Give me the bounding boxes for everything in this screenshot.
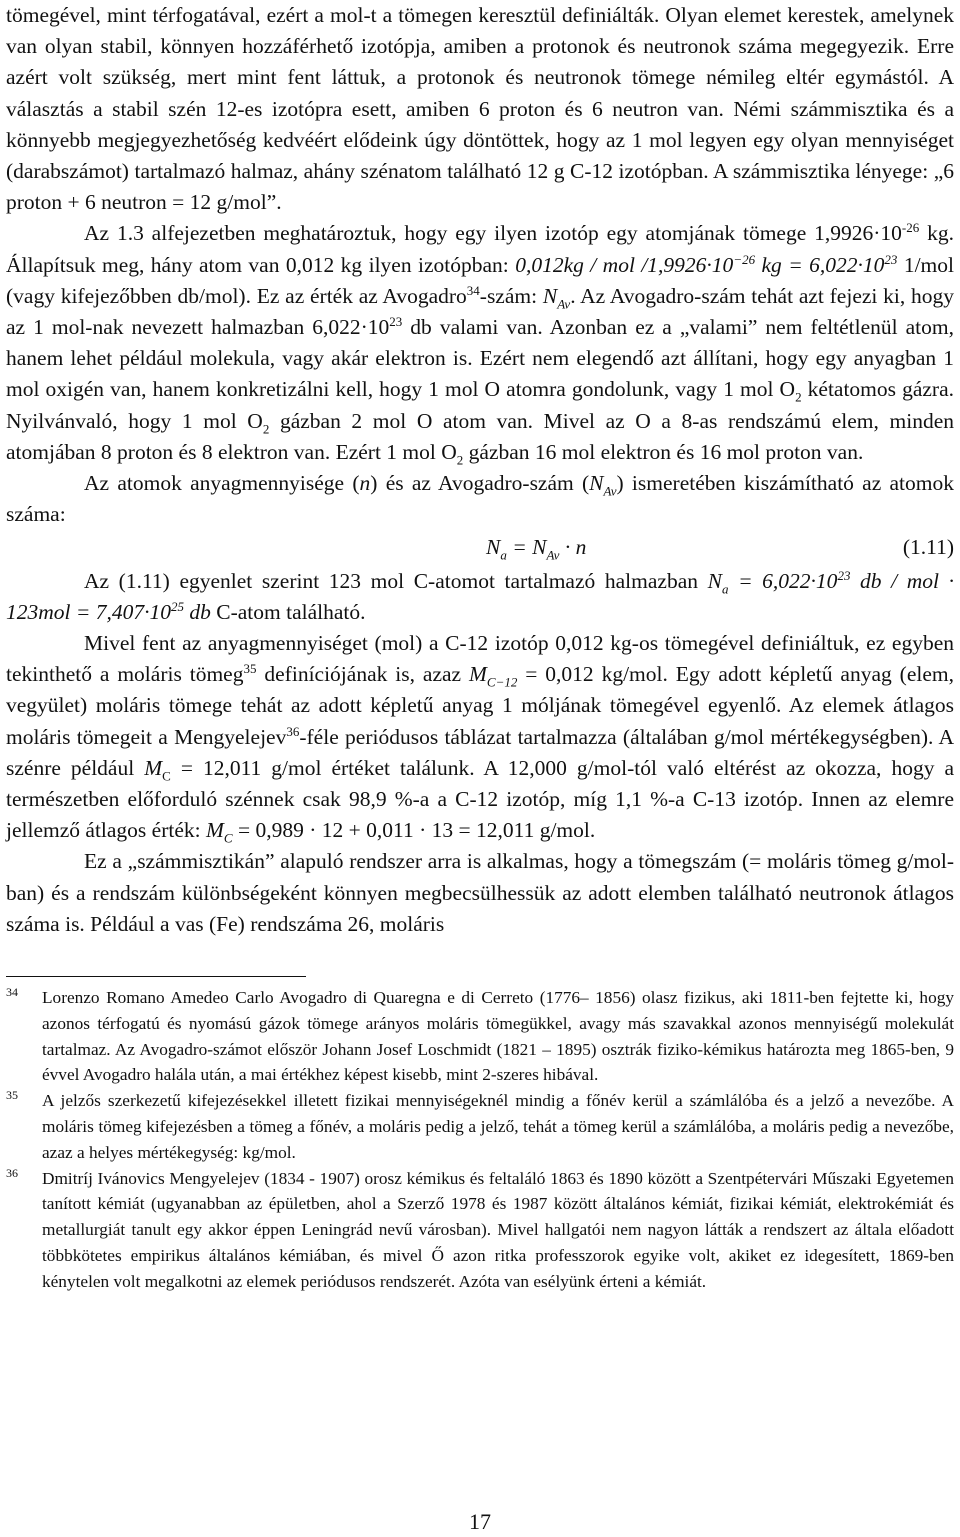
superscript: 23	[884, 251, 898, 267]
formula-part: = 6,022·10	[728, 568, 838, 593]
text-run: ) és az Avogadro-szám (	[370, 471, 590, 496]
text-run: 1/mol (vagy kifejezőbben db/mol). Ez az érték az Avogadro	[6, 252, 954, 308]
text-run: C-atom található.	[210, 599, 366, 624]
formula-part: = N	[506, 535, 547, 560]
text-run: = 0,989 · 12 + 0,011 · 13 = 12,011 g/mol.	[232, 818, 596, 843]
footnote-separator	[6, 976, 306, 977]
text-run: gázban 16 mol elektron és 16 mol proton van.	[463, 439, 864, 464]
paragraph-example-123mol	[6, 566, 954, 628]
paragraph-avogadro-number	[6, 218, 954, 468]
formula-part: · n	[559, 535, 587, 560]
footnote-ref-34[interactable]: 34	[466, 282, 480, 298]
formula-part: kg = 6,022·10	[755, 252, 885, 277]
symbol-n: n	[359, 471, 371, 496]
footnote-number-label: 35	[6, 1088, 18, 1103]
subscript: Av	[546, 547, 560, 563]
superscript: 23	[389, 313, 403, 329]
subscript: C	[162, 768, 171, 784]
superscript: 23	[837, 567, 851, 583]
text-run: Az atomok anyagmennyisége (	[84, 471, 360, 496]
page-number: 17	[469, 1509, 491, 1534]
footnote-34	[6, 985, 954, 1088]
footnote-text: Dmitríj Ivánovics Mengyelejev (1834 - 1907) orosz kémikus és feltaláló 1863 és 1890 között a Szentpétervári Műszaki Egyetemen tanított kémiát (ugyanabban az épületben, ahol a Szerző 1978 és 1987 között általános kémiát, fizikai kémiát, elektrokémiát és metallurgiát tanult egy akkor éppen Leningrád nevű városban). Mivel hallgatói nem nagyon látták a rendszert az általa előadott többkötetes empirikus általános kémiában, és mivel Ő azon ritka professzorok egyike volt, akiket ez idegesített, 1869-ben kénytelen volt megalkotni az elemek periódusos rendszerét. Azóta van esélyünk érteni a kémiát.	[42, 1168, 954, 1291]
text-run: Az 1.3 alfejezetben meghatároztuk, hogy egy ilyen izotóp egy atomjának tömege 1,9926·10	[84, 221, 902, 246]
footnote-ref-35[interactable]: 35	[243, 661, 257, 677]
subscript: Av	[603, 483, 617, 499]
equation-number: (1.11)	[902, 535, 954, 560]
footnote-ref-36[interactable]: 36	[286, 723, 300, 739]
text-run: . Az Avogadro-szám tehát azt fejezi ki, hogy az 1 mol-nak nevezett halmazban 6,022·10	[6, 283, 954, 340]
text-run: -féle periódusos táblázat tartalmazza (általában g/mol mértékegységben). A szénre például	[6, 724, 955, 780]
subscript: 2	[795, 389, 802, 405]
symbol-N: N	[589, 471, 604, 496]
paragraph-mol-definition: tömegével, mint térfogatával, ezért a mol-t a tömegen keresztül definiálták. Olyan elemet kerestek, amelynek van olyan stabil, könnyen hozzáférhető izotópja, amiben a protonok és neutronok száma megegyezik. Erre azért volt szükség, mert mint fent láttuk, a protonok és neutronok tömege némileg eltér egymástól. A választás a stabil szén 12-es izotópra esett, amiben 6 proton és 6 neutron van. Némi számmisztika és a könnyebb megjegyezhetőség kedvéért elődeink úgy döntöttek, hogy az 1 mol legyen egy olyan mennyiséget (darabszámot) tartalmazó halmaz, ahány szénatom található 12 g C-12 izotópban. A számmisztika lényege: „6 proton + 6 neutron = 12 g/mol”.	[6, 3, 954, 215]
superscript: -26	[901, 220, 920, 236]
text-run: Az (1.11) egyenlet szerint 123 mol C-atomot tartalmazó halmazban	[84, 568, 708, 593]
text-run: db valami van. Azonban ez a „valami” nem feltétlenül atom, hanem lehet például molekula, vagy akár elektron is. Ezért nem elegendő azt állítani, hogy egy anyagban 1 mol oxigén van, hanem konkretizálni kell, hogy 1 mol O atomra gondolunk, vagy 1 mol O	[6, 315, 954, 402]
subscript: a	[721, 580, 729, 596]
footnote-number	[6, 1088, 42, 1165]
symbol-M: M	[144, 755, 163, 780]
text-run: definíciójának is, azaz	[256, 662, 469, 687]
subscript: a	[500, 547, 507, 563]
text-run: kg. Állapítsuk meg, hány atom van 0,012 kg ilyen izotópban:	[6, 221, 954, 277]
text-run: kétatomos gázra. Nyilvánvaló, hogy 1 mol O	[6, 377, 955, 433]
text-run: = 12,011 g/mol értéket találunk. A 12,000 g/mol-tól való eltérést az okozza, hogy a természetben előforduló szénnek csak 98,9 %-a a C-12 izotóp, míg 1,1 %-a C-13 izotóp. Innen az elemre jellemző átlagos érték:	[6, 755, 954, 843]
subscript: C	[223, 830, 233, 846]
footnote-number-label: 34	[6, 985, 18, 1000]
text-run: Mivel fent az anyagmennyiséget (mol) a C-12 izotóp 0,012 kg-os tömegével definiáltuk, ez egyben tekinthető a moláris tömeg	[6, 631, 954, 687]
inline-formula-avogadro	[515, 253, 897, 277]
footnote-number	[6, 1166, 42, 1295]
footnote-text: Lorenzo Romano Amedeo Carlo Avogadro di Quaregna e di Cerreto (1776– 1856) olasz fizikus, aki 1811-ben fejtette ki, hogy azonos térfogatú és nyomású gázok tömege arányos moláris tömegükkel, avagy más szavakkal azonos mennyiségű molekulát tartalmaz. Az Avogadro-számot először Johann Josef Loschmidt (1821 – 1895) osztrák fiziko-kémikus határozta meg 1865-ben, 9 évvel Avogadro halála után, a mai értékhez képest kisebb, mint 2-szeres hibával.	[42, 988, 954, 1085]
equation-body	[486, 532, 586, 563]
formula-part: db	[184, 599, 211, 624]
superscript: −26	[733, 251, 756, 267]
equation-1-11	[6, 532, 954, 563]
formula-part: N	[486, 535, 501, 560]
symbol-M: M	[206, 818, 224, 843]
footnote-text: A jelzős szerkezetű kifejezésekkel illetett fizikai mennyiségeknél mindig a főnév kerül a számlálóba és a jelző a nevezőbe. A moláris tömeg kifejezésben a tömeg a főnév, a moláris pedig a jelző, tehát a tömeg kerül a számlálóba, a moláris pedig a nevezőbe, azaz a helyes mértékegység: kg/mol.	[42, 1091, 954, 1162]
subscript: Av	[557, 296, 571, 312]
footnotes	[6, 985, 954, 1295]
subscript: C−12	[486, 674, 518, 690]
symbol-n: N	[542, 283, 558, 308]
text-run: gázban 2 mol O atom van. Mivel az O a 8-as rendszámú elem, minden atomjában 8 proton és 8 elektron van. Ezért 1 mol O	[6, 408, 954, 464]
paragraph-molar-mass	[6, 628, 954, 846]
paragraph-atom-count-intro	[6, 468, 954, 530]
text-run: ) ismeretében kiszámítható az atomok száma:	[6, 471, 955, 527]
footnote-36	[6, 1166, 954, 1295]
superscript: 25	[171, 598, 185, 614]
formula-part: 0,012kg / mol /1,9926·10	[515, 252, 734, 277]
footnote-number	[6, 985, 42, 1088]
subscript: 2	[262, 420, 270, 436]
text-run: = 0,012 kg/mol. Egy adott képletű anyag (elem, vegyület) moláris tömege tehát az adott képletű anyag 1 móljának tömegével egyenlő. Az elemek átlagos moláris tömegeit a Mengyelejev	[6, 662, 954, 749]
text-run: -szám:	[479, 283, 543, 308]
paragraph-numerology: Ez a „számmisztikán” alapuló rendszer arra is alkalmas, hogy a tömegszám (= moláris tömeg g/mol-ban) és a rendszám különbségeként könnyen megbecsülhessük az adott elemben található neutronok átlagos száma is. Például a vas (Fe) rendszáma 26, moláris	[6, 849, 954, 936]
formula-part: N	[707, 568, 722, 593]
formula-part: db / mol · 123mol = 7,407·10	[6, 568, 954, 624]
symbol-M: M	[468, 662, 487, 687]
subscript: 2	[456, 452, 464, 468]
footnote-number-label: 36	[6, 1165, 18, 1180]
footnote-35	[6, 1088, 954, 1165]
